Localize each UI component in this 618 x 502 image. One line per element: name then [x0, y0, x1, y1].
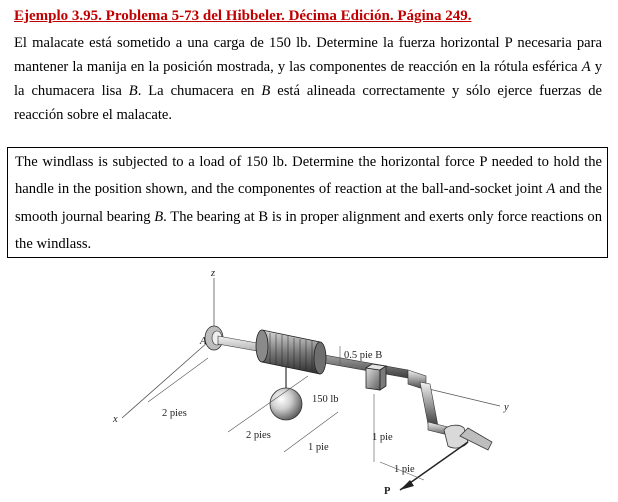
dim-1pie-2-label: 1 pie	[372, 432, 393, 443]
dim-b-label: 0.5 pie B	[344, 350, 383, 361]
dim-2pies-2-label: 2 pies	[246, 430, 271, 441]
x-axis-label: x	[113, 414, 118, 425]
english-text-box	[7, 147, 608, 258]
dim-2pies-1-line	[148, 358, 208, 402]
y-axis-label: y	[504, 402, 509, 413]
dim-2pies-1-label: 2 pies	[162, 408, 187, 419]
drum	[256, 330, 326, 374]
dim-1pie-1-label: 1 pie	[308, 442, 329, 453]
force-p-label: P	[384, 486, 391, 497]
bearing-b	[366, 364, 386, 390]
hand	[444, 425, 492, 450]
dim-1pie-3-label: 1 pie	[394, 464, 415, 475]
english-paragraph: The windlass is subjected to a load of 150 lb. Determine the horizontal force P needed to hold the handle in the position shown, and the componentes of reaction at the ball-and-socket joint A and the smooth journal bearing B. The bearing at B is in proper alignment and exerts only force reactions on the windlass.	[15, 154, 603, 253]
document-title: Ejemplo 3.95. Problema 5-73 del Hibbeler. Décima Edición. Página 249.	[14, 8, 472, 24]
spanish-paragraph: El malacate está sometido a una carga de 150 lb. Determine la fuerza horizontal P necesaria para mantener la manija en la posición mostrada, y las componentes de reacción en la rótula esférica A y la chumacera lisa B. La chumacera en B está alineada correctamente y sólo ejerce fuerzas de reacción sobre el malacate.	[14, 35, 602, 123]
load-label: 150 lb	[312, 394, 339, 405]
load-ball	[270, 388, 302, 420]
support-a-label: A	[200, 336, 207, 347]
z-axis-label: z	[211, 268, 216, 279]
x-axis	[122, 342, 208, 418]
windlass-figure	[108, 266, 528, 498]
